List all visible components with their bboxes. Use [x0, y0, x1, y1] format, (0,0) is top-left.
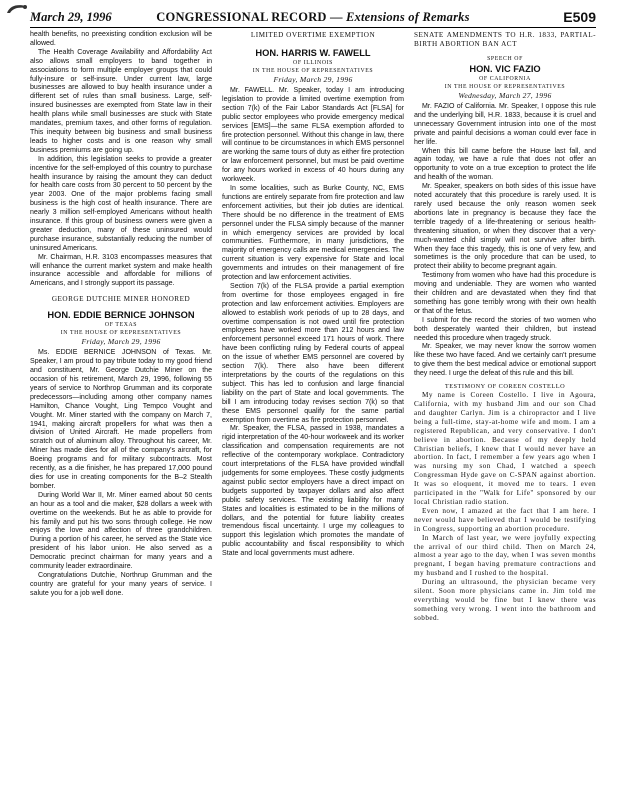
page-header	[30, 10, 596, 24]
paragraph: Section 7(k) of the FLSA provide a partial exemption from overtime for those employees engaged in fire protection and law enforcement activities. Employers are allowed to establish work periods of up to 28 days, and overtime compensation is not owed until fire protection employees have worked more than 212 hours and law enforcement personnel exceed 171 hours of work. There have been conflicting ruling by Federal courts of appeal on the issue of whether EMS personnel are covered by section 7(k). There also have been different interpretations by the courts of the regulations on this subject. This has led to confusion and large financial liability on the part of State and local governments. The bill I am introducing today revises section 7(k) so that these EMS personnel qualify for the same partial exemption from overtime as fire protection personnel.	[222, 282, 404, 424]
paragraph: In addition, this legislation seeks to provide a greater incentive for the self-employed of this country to purchase health insurance by raising the amount they can deduct for health care costs from 30 percent to 50 percent by the year 2003. One of the major problems facing small business is the high cost of health insurance. There are nearly 3 million self-employed Americans without health insurance. If this group of business owners were given a greater deduction, many of these uninsured would purchase insurance, substantially reducing the number of uninsured Americans.	[30, 155, 212, 252]
section-heading: LIMITED OVERTIME EXEMPTION	[250, 31, 376, 39]
header-rule	[30, 27, 596, 28]
column-1	[30, 31, 212, 599]
speech-date: Wednesday, March 27, 1996	[458, 91, 552, 100]
header-title: CONGRESSIONAL RECORD — Extensions of Remarks	[156, 10, 470, 24]
paragraph: Ms. EDDIE BERNICE JOHNSON of Texas. Mr. Speaker, I am proud to pay tribute today to my good friend and constituent, Mr. George Dutchie Miner on the occasion of his retirement, March 29, 1996, following 55 years of service to Northrop Grumman and its corporate predecessors—including among other company names Hamilton, Chance Vought, Ling Tempco Vought and Vought. Mr. Miner started with the company on March 7, 1941, making aircraft propellers for what was then a division of United Aircraft. He made propellers from scratch out of aluminum alloy. Throughout his career, Mr. Miner has made dies for all of the company's aircraft, for Boeing programs and for military subcontracts. Most recently, as a die finisher, he has prepared 17,000 pound dies for use in creating components for the B–2 Stealth bomber.	[30, 349, 212, 490]
section-heading: GEORGE DUTCHIE MINER HONORED	[51, 295, 191, 304]
testimony-paragraph: Even now, I amazed at the fact that I am here. I never would have believed that I would be testifying in Congress, supporting an abortion procedure.	[414, 506, 596, 533]
speaker-name: HON. EDDIE BERNICE JOHNSON	[47, 310, 195, 321]
speaker-name: HON. HARRIS W. FAWELL	[255, 48, 371, 58]
speaker-state: OF CALIFORNIA	[479, 76, 531, 82]
paragraph: health benefits, no preexisting condition exclusion will be allowed.	[30, 31, 212, 47]
speaker-state: OF TEXAS	[104, 322, 138, 329]
paragraph: Mr. FAWELL. Mr. Speaker, today I am introducing legislation to provide a limited overtime exemption from section 7(k) of the Fair Labor Standards Act [FLSA] for public sector employees who provide emergency medical services [EMS]—the same FLSA exemption afforded to fire protection personnel. Without this change in law, there will continue to be circumstances in which EMS personnel are working the same tours of duty as either fire protection or law enforcement personnel, but must be paid overtime for any hours worked in excess of 40 hours during any workweek.	[222, 87, 404, 184]
header-date: March 29, 1996	[30, 10, 112, 24]
speech-of-label: SPEECH OF	[487, 56, 523, 62]
paragraph: Mr. Speaker, speakers on both sides of this issue have noted accurately that this procedure is rarely used. It is rarely used because the only reason women seek abortions late in pregnancy is because they face the terrible tragedy of a life-threatening or serious health-threatening situation, or when they discover that a very-much-wanted child simply will not survive after birth. When they face this tragedy, this is one of very few, and sometimes is the only procedure that can be used, to protect their ability to become pregnant again.	[414, 183, 596, 271]
speaker-name: HON. VIC FAZIO	[469, 64, 541, 74]
speech-date: Friday, March 29, 1996	[81, 337, 161, 347]
paragraph: The Health Coverage Availability and Affordability Act also allows small employers to band together in associations to form multiple employer groups that could fully-insure or self-insure. Under current law, large businesses are allowed to buy health insurance under a different set of rules than small business. Large, self-insured businesses are exempted from State law in their health plans while small businesses are stuck with State mandates, premium taxes, and other forms of regulation. This inequity between big business and small business leads to higher costs and is one reason why small business premiums are going up.	[30, 48, 212, 154]
paragraph: Congratulations Dutchie, Northrup Grumman and the country are grateful for your many years of service. I salute you for a job well done.	[30, 571, 212, 597]
paragraph: Mr. Speaker, we may never know the sorrow women like these two have faced. And we certainly can't presume to give them the best medical advice or emotional support they need. I urge the defeat of this rule and this bill.	[414, 343, 596, 378]
paragraph: Mr. FAZIO of California. Mr. Speaker, I oppose this rule and the underlying bill, H.R. 1833, because it is cruel and unnecessary Government intrusion into one of the most private and painful decisions a woman could ever face in her life.	[414, 103, 596, 146]
paragraph: In some localities, such as Burke County, NC, EMS functions are entirely separate from fire protection and law enforcement activities, but their job duties are identical. There should be no difference in the treatment of EMS personnel under the FLSA simply because of the manner in which emergency services are provided by local communities. Furthermore, in many jurisdictions, the majority of emergency calls are medical emergencies. The current situation is very expensive for State and local governments and intrudes on their management of fire protection and law enforcement activities.	[222, 184, 404, 282]
column-3	[414, 31, 596, 623]
paragraph: Mr. Speaker, the FLSA, passed in 1938, mandates a rigid interpretation of the 40-hour workweek and its worker classification and compensation requirements are not reflective of the contemporary workplace. Contradictory court interpretations of the FLSA have provided windfall judgements for some employees. These costly judgments against public sector employers have a direct impact on budgets supported by taxpayer dollars and also affect public safety services. The existing liability for many States and localities is estimated to be in the millions of dollars, and the potential for future liability creates tremendous fiscal uncertainty. I urge my colleagues to support this legislation which promotes the mandate of public accountability and fiscal responsibility to which State and local governments must adhere.	[222, 425, 404, 558]
chamber-label: IN THE HOUSE OF REPRESENTATIVES	[444, 84, 566, 90]
speech-date: Friday, March 29, 1996	[273, 75, 353, 84]
testimony-paragraph: During an ultrasound, the physician became very silent. Soon more physicians came in. Jim told me everything would be fine but I knew there was something very wrong. I went into the bathroom and sobbed.	[414, 578, 596, 622]
testimony-block	[414, 391, 596, 623]
chamber-label: IN THE HOUSE OF REPRESENTATIVES	[60, 330, 182, 337]
testimony-heading: TESTIMONY OF COREEN COSTELLO	[444, 383, 566, 391]
testimony-paragraph: My name is Coreen Costello. I live in Agoura, California, with my husband Jim and our son Chad and daughter Carlyn. Jim is a chiropractor and I live being a full-time, stay-at-home wife and mom. I am a registered Republican, and very conservative. I don't believe in abortion. Because of my deeply held Christian beliefs, I knew that I would never have an abortion. In fact, I remember a few years ago when I was nursing my son Chad, I watched a speech Congressman Hyde gave on C-SPAN against abortion. It was so eloquent, it moved me to tears. I even participated in the "Walk for Life" sponsored by our local Christian radio station.	[414, 391, 596, 506]
paragraph: Mr. Chairman, H.R. 3103 encompasses measures that will enhance the current market system and make health insurance accessible and affordable for millions of Americans, and I strongly support its passage.	[30, 253, 212, 288]
chamber-label: IN THE HOUSE OF REPRESENTATIVES	[252, 68, 374, 74]
page-number: E509	[563, 9, 596, 25]
record-logo-icon	[4, 2, 30, 16]
speaker-state: OF ILLINOIS	[293, 60, 333, 66]
paragraph: During World War II, Mr. Miner earned about 50 cents an hour as a tool and die maker, $28 dollars a week with overtime on the weekends. But he as able to provide for his family and put his two sons through college. He now enjoys the love and affection of three grandchildren. During a portion of his career, he served as the State vice president of his labor union. He also served as a Democratic precinct chairman for many years and a community leader extraordinaire.	[30, 491, 212, 571]
testimony-paragraph: In March of last year, we were joyfully expecting the arrival of our third child. Then on March 24, almost a year ago to the day, when I was seven months pregnant, I began having premature contractions and my husband and I rushed to the hospital.	[414, 533, 596, 578]
section-heading: SENATE AMENDMENTS TO H.R. 1833, PARTIAL-BIRTH ABORTION BAN ACT	[414, 31, 596, 48]
paragraph: I submit for the record the stories of two women who both desperately wanted their children, but instead needed this procedure when tragedy struck.	[414, 316, 596, 342]
column-2	[222, 31, 404, 559]
paragraph: When this bill came before the House last fall, and again today, we have a rule that does not offer an opportunity to vote on a true exception to protect the life and health of the woman.	[414, 147, 596, 182]
paragraph: Testimony from women who have had this procedure is moving and undeniable. They are women who wanted their children and are devastated when they find that something has gone terribly wrong with their own health or that of the fetus.	[414, 272, 596, 315]
